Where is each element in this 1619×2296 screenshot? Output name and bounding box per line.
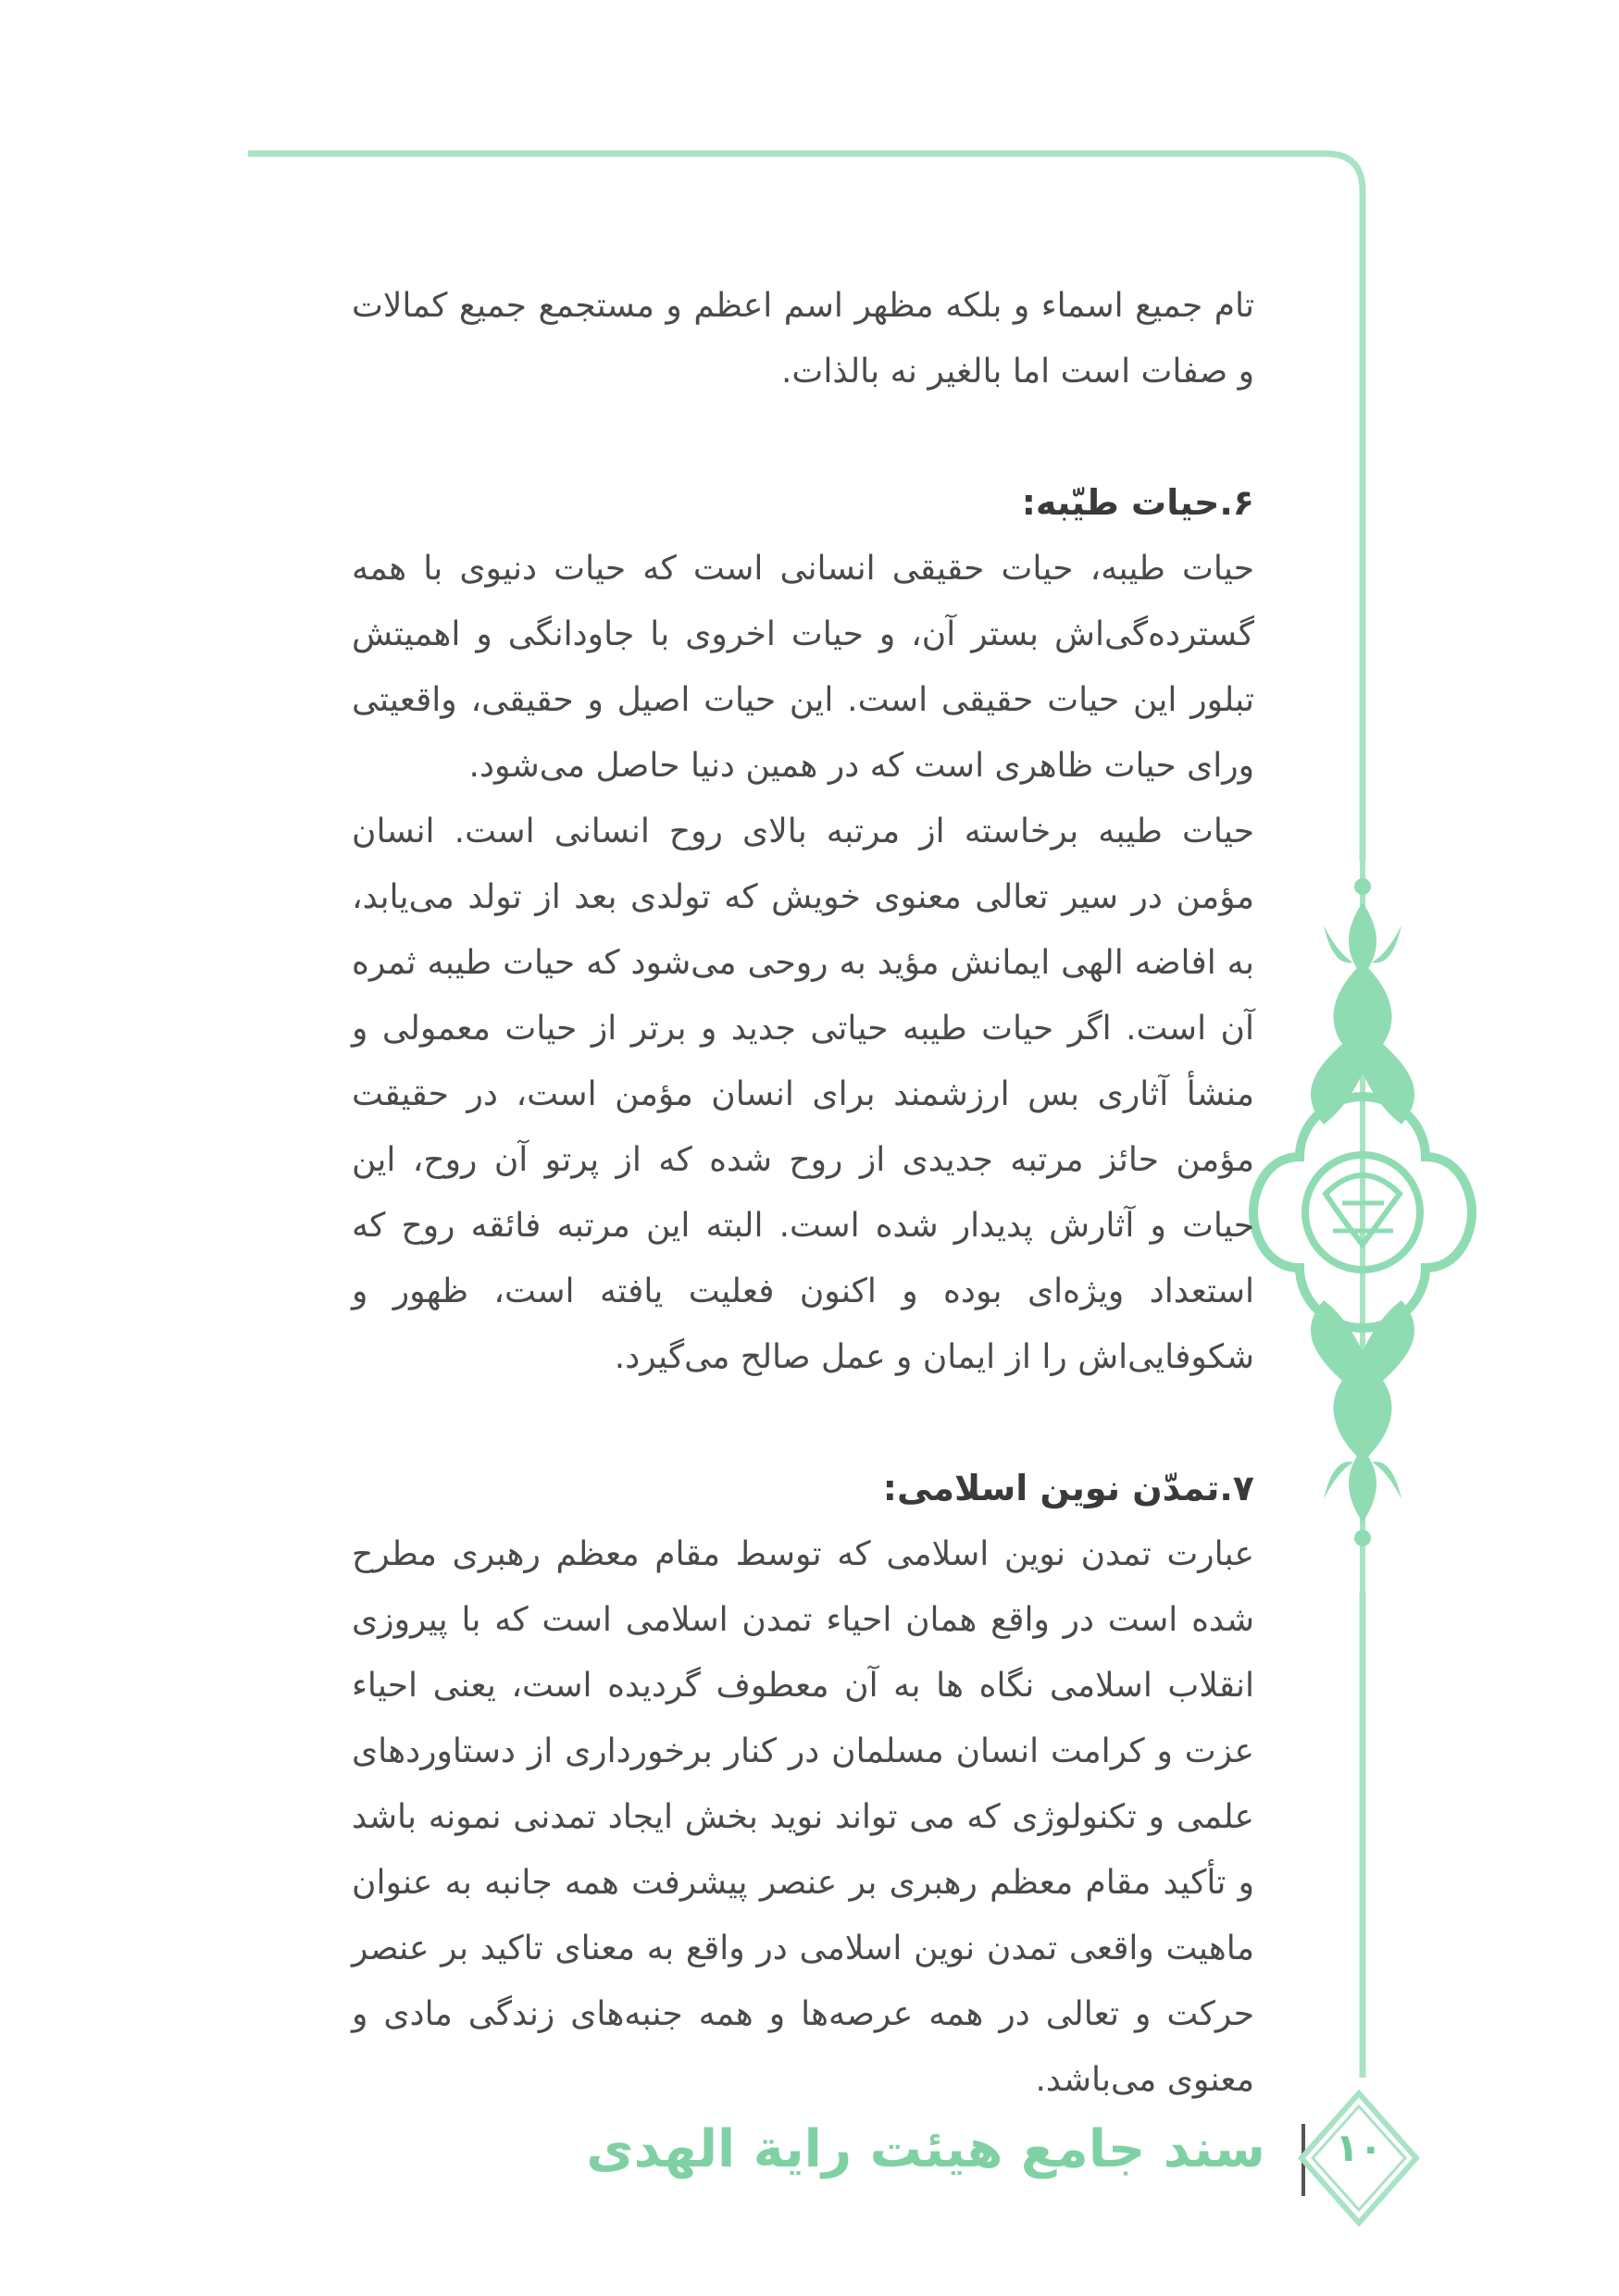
book-title: سند جامع هیئت رایة الهدی xyxy=(586,2119,1265,2179)
section-7-paragraph-1: عبارت تمدن نوین اسلامی که توسط مقام معظم رهبری مطرح شده است در واقع همان احیاء تمدن اسلامی است که با پیروزی انقلاب اسلامی نگاه ها به آن معطوف گردیده است، یعنی احیاء عزت و کرامت انسان مسلمان در کنار برخورداری از دستاوردهای علمی و تکنولوژی که می تواند نوید بخش ایجاد تمدنی نمونه باشد و تأکید مقام معظم رهبری بر عنصر پیشرفت همه جانبه به عنوان ماهیت واقعی تمدن نوین اسلامی در واقع به معنای تاکید بر عنصر حرکت و تعالی در همه عرصه‌ها و همه جنبه‌های زندگی مادی و معنوی می‌باشد. xyxy=(352,1535,1254,2099)
section-7-heading: ۷.تمدّن نوین اسلامی: xyxy=(882,1468,1254,1508)
page-number: ۱۰ xyxy=(1335,2125,1383,2170)
intro-paragraph: تام جمیع اسماء و بلکه مظهر اسم اعظم و مستجمع جمیع کمالات و صفات است اما بالغیر نه بالذات. xyxy=(352,287,1254,391)
arabesque-medallion-icon xyxy=(1253,861,1472,1592)
section-6-paragraph-2: حیات طیبه برخاسته از مرتبه بالای روح انسانی است. انسان مؤمن در سیر تعالی معنوی خویش که تولدی بعد از تولد می‌یابد، به افاضه الهی ایمانش مؤید به روحی می‌شود که حیات طیبه ثمره آن است. اگر حیات طیبه حیاتی جدید و برتر از حیات معمولی و منشأ آثاری بس ارزشمند برای انسان مؤمن است، در حقیقت مؤمن حائز مرتبه جدیدی از روح شده که از پرتو آن روح، این حیات و آثارش پدیدار شده است. البته این مرتبه فائقه روح که استعداد ویژه‌ای بوده و اکنون فعلیت یافته است، ظهور و شکوفایی‌اش را از ایمان و عمل صالح می‌گیرد. xyxy=(352,813,1254,1376)
section-6-heading: ۶.حیات طیّبه: xyxy=(1021,482,1254,523)
section-6-paragraph-1: حیات طیبه، حیات حقیقی انسانی است که حیات دنیوی با همه گسترده‌گی‌اش بستر آن، و حیات اخروی با جاودانگی و اهمیتش تبلور این حیات حقیقی است. این حیات اصیل و حقیقی، واقعیتی ورای حیات ظاهری است که در همین دنیا حاصل می‌شود. xyxy=(352,550,1254,785)
document-body xyxy=(352,273,1254,2113)
